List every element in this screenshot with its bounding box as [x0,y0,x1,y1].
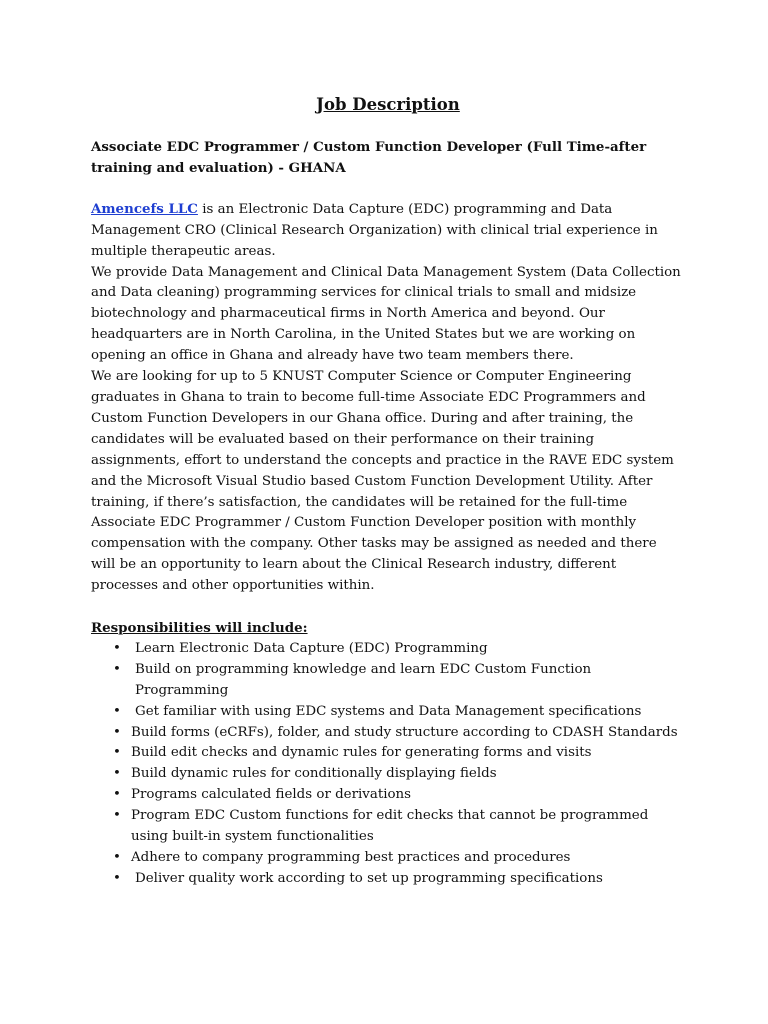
responsibilities-list [91,639,681,890]
bullet-icon: • [113,703,121,719]
bullet-icon: • [113,870,121,886]
bullet-icon: • [113,787,121,803]
document-page [91,93,681,890]
bullet-icon: • [113,745,121,761]
spacer [91,597,681,618]
company-description: is an Electronic Data Capture (EDC) programming and Data Management CRO (Clinical Research Organization) with clinical trial experience in multiple therapeutic areas. [91,201,658,259]
bullet-icon: • [113,661,121,677]
list-item: • Deliver quality work according to set up programming specifications [91,869,681,890]
list-item: • Programs calculated fields or derivations [91,785,681,806]
position-title: Associate EDC Programmer / Custom Function Developer (Full Time-after training and evaluation) - GHANA [91,139,647,176]
bullet-icon: • [113,724,121,740]
bullet-icon: • [113,850,121,865]
list-item: • Learn Electronic Data Capture (EDC) Programming [91,639,681,660]
services-paragraph: We provide Data Management and Clinical Data Management System (Data Collection and Data cleaning) programming services for clinical trials to small and midsize biotechnology and pharmaceutical firms in North America and beyond. Our headquarters are in North Carolina, in the United States but we are working on opening an office in Ghana and already have two team members there. [91,264,681,364]
list-item: • Get familiar with using EDC systems and Data Management specifications [91,702,681,723]
list-item: • Build on programming knowledge and learn EDC Custom Function Programming [113,661,592,698]
intro-paragraph [91,199,681,263]
list-item: • Adhere to company programming best practices and procedures [91,848,681,869]
list-item: • Program EDC Custom functions for edit checks that cannot be programmed using built-in system functionalities [113,808,649,845]
company-link[interactable]: Amencefs LLC [91,200,198,217]
bullet-icon: • [113,808,121,824]
responsibilities-heading: Responsibilities will include: [91,620,308,637]
list-item: • Build dynamic rules for conditionally displaying fields [91,764,681,785]
recruitment-paragraph: We are looking for up to 5 KNUST Computer Science or Computer Engineering graduates in Ghana to train to become full-time Associate EDC Programmers and Custom Function Developers in our Ghana office. During and after training, the candidates will be evaluated based on their performance on their training assignments, effort to understand the concepts and practice in the RAVE EDC system and the Microsoft Visual Studio based Custom Function Development Utility. After training, if there’s satisfaction, the candidates will be retained for the full-time Associate EDC Programmer / Custom Function Developer position with monthly compensation with the company. Other tasks may be assigned as needed and there will be an opportunity to learn about the Clinical Research industry, different processes and other opportunities within. [91,369,674,594]
bullet-icon: • [113,640,121,656]
list-item: • Build edit checks and dynamic rules for generating forms and visits [91,743,681,764]
bullet-icon: • [113,766,121,782]
list-item: • Build forms (eCRFs), folder, and study structure according to CDASH Standards [91,723,681,744]
page-title: Job Description [316,95,460,114]
